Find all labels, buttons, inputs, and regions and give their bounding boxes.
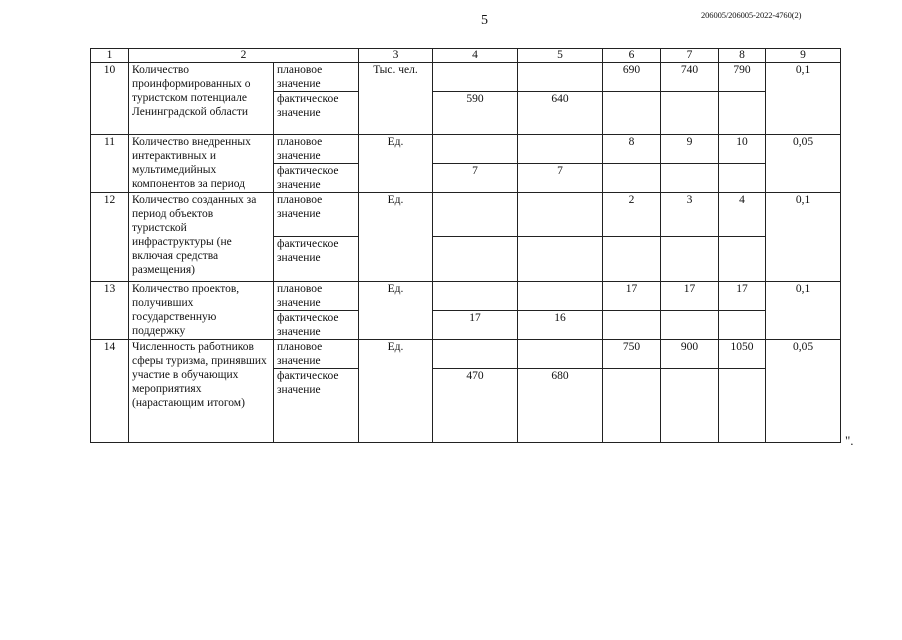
- indicator-name: Количество созданных за период объектов туристской инфраструктуры (не включая средства размещения): [129, 193, 274, 282]
- planned-label: плановое значение: [274, 63, 359, 92]
- planned-c6: 750: [603, 340, 661, 369]
- planned-c4: [433, 193, 518, 237]
- actual-c4: 17: [433, 311, 518, 340]
- actual-label: фактическое значение: [274, 311, 359, 340]
- page-number: 5: [481, 13, 488, 28]
- planned-c8: 10: [719, 135, 766, 164]
- actual-c8: [719, 92, 766, 135]
- actual-c5: [518, 237, 603, 282]
- actual-c4: [433, 237, 518, 282]
- planned-c6: 2: [603, 193, 661, 237]
- planned-c5: [518, 282, 603, 311]
- document-code: 206005/206005-2022-4760(2): [701, 10, 802, 20]
- closing-quote-mark: ".: [845, 433, 854, 448]
- actual-c6: [603, 369, 661, 443]
- column-header: 7: [661, 49, 719, 63]
- actual-c4: 7: [433, 164, 518, 193]
- planned-c5: [518, 340, 603, 369]
- indicator-name: Численность работников сферы туризма, принявших участие в обучающих мероприятиях (нарастающим итогом): [129, 340, 274, 443]
- actual-label: фактическое значение: [274, 237, 359, 282]
- indicator-name: Количество внедренных интерактивных и мультимедийных компонентов за период: [129, 135, 274, 193]
- planned-c6: 17: [603, 282, 661, 311]
- actual-c8: [719, 311, 766, 340]
- actual-label: фактическое значение: [274, 92, 359, 135]
- actual-c5: 16: [518, 311, 603, 340]
- row-number: 11: [91, 135, 129, 193]
- actual-c7: [661, 369, 719, 443]
- planned-c8: 17: [719, 282, 766, 311]
- planned-c6: 690: [603, 63, 661, 92]
- planned-c4: [433, 63, 518, 92]
- actual-c8: [719, 237, 766, 282]
- indicator-name: Количество проинформированных о туристском потенциале Ленинградской области: [129, 63, 274, 135]
- planned-label: плановое значение: [274, 340, 359, 369]
- row-number: 14: [91, 340, 129, 443]
- actual-label: фактическое значение: [274, 369, 359, 443]
- planned-c7: 9: [661, 135, 719, 164]
- column-number-row: [91, 49, 841, 63]
- column-header: 3: [359, 49, 433, 63]
- table-row: [91, 63, 841, 92]
- actual-c8: [719, 164, 766, 193]
- row-number: 13: [91, 282, 129, 340]
- planned-c8: 4: [719, 193, 766, 237]
- planned-c7: 17: [661, 282, 719, 311]
- planned-c6: 8: [603, 135, 661, 164]
- planned-c7: 900: [661, 340, 719, 369]
- row-number: 12: [91, 193, 129, 282]
- actual-c4: 590: [433, 92, 518, 135]
- planned-c5: [518, 193, 603, 237]
- unit-cell: Ед.: [359, 135, 433, 193]
- planned-label: плановое значение: [274, 193, 359, 237]
- column-header: 6: [603, 49, 661, 63]
- unit-cell: Тыс. чел.: [359, 63, 433, 135]
- column-header: 5: [518, 49, 603, 63]
- indicator-name: Количество проектов, получивших государственную поддержку: [129, 282, 274, 340]
- planned-c8: 790: [719, 63, 766, 92]
- planned-c4: [433, 340, 518, 369]
- row-number: 10: [91, 63, 129, 135]
- table-row: [91, 135, 841, 164]
- indicators-table: [90, 48, 841, 443]
- actual-c7: [661, 164, 719, 193]
- actual-c6: [603, 164, 661, 193]
- table-row: [91, 282, 841, 311]
- planned-c4: [433, 135, 518, 164]
- unit-cell: Ед.: [359, 193, 433, 282]
- weight-cell: 0,1: [766, 193, 841, 282]
- actual-c8: [719, 369, 766, 443]
- unit-cell: Ед.: [359, 282, 433, 340]
- actual-c5: 680: [518, 369, 603, 443]
- actual-c4: 470: [433, 369, 518, 443]
- column-header: 2: [129, 49, 359, 63]
- actual-c7: [661, 311, 719, 340]
- weight-cell: 0,05: [766, 135, 841, 193]
- column-header: 9: [766, 49, 841, 63]
- column-header: 4: [433, 49, 518, 63]
- actual-c6: [603, 237, 661, 282]
- table-row: [91, 193, 841, 237]
- actual-c7: [661, 92, 719, 135]
- actual-c6: [603, 311, 661, 340]
- column-header: 1: [91, 49, 129, 63]
- actual-c5: 640: [518, 92, 603, 135]
- weight-cell: 0,05: [766, 340, 841, 443]
- weight-cell: 0,1: [766, 282, 841, 340]
- actual-c5: 7: [518, 164, 603, 193]
- planned-c5: [518, 135, 603, 164]
- actual-c7: [661, 237, 719, 282]
- planned-c5: [518, 63, 603, 92]
- actual-label: фактическое значение: [274, 164, 359, 193]
- planned-c4: [433, 282, 518, 311]
- planned-c8: 1050: [719, 340, 766, 369]
- weight-cell: 0,1: [766, 63, 841, 135]
- planned-c7: 740: [661, 63, 719, 92]
- planned-label: плановое значение: [274, 135, 359, 164]
- planned-label: плановое значение: [274, 282, 359, 311]
- unit-cell: Ед.: [359, 340, 433, 443]
- planned-c7: 3: [661, 193, 719, 237]
- table-row: [91, 340, 841, 369]
- column-header: 8: [719, 49, 766, 63]
- actual-c6: [603, 92, 661, 135]
